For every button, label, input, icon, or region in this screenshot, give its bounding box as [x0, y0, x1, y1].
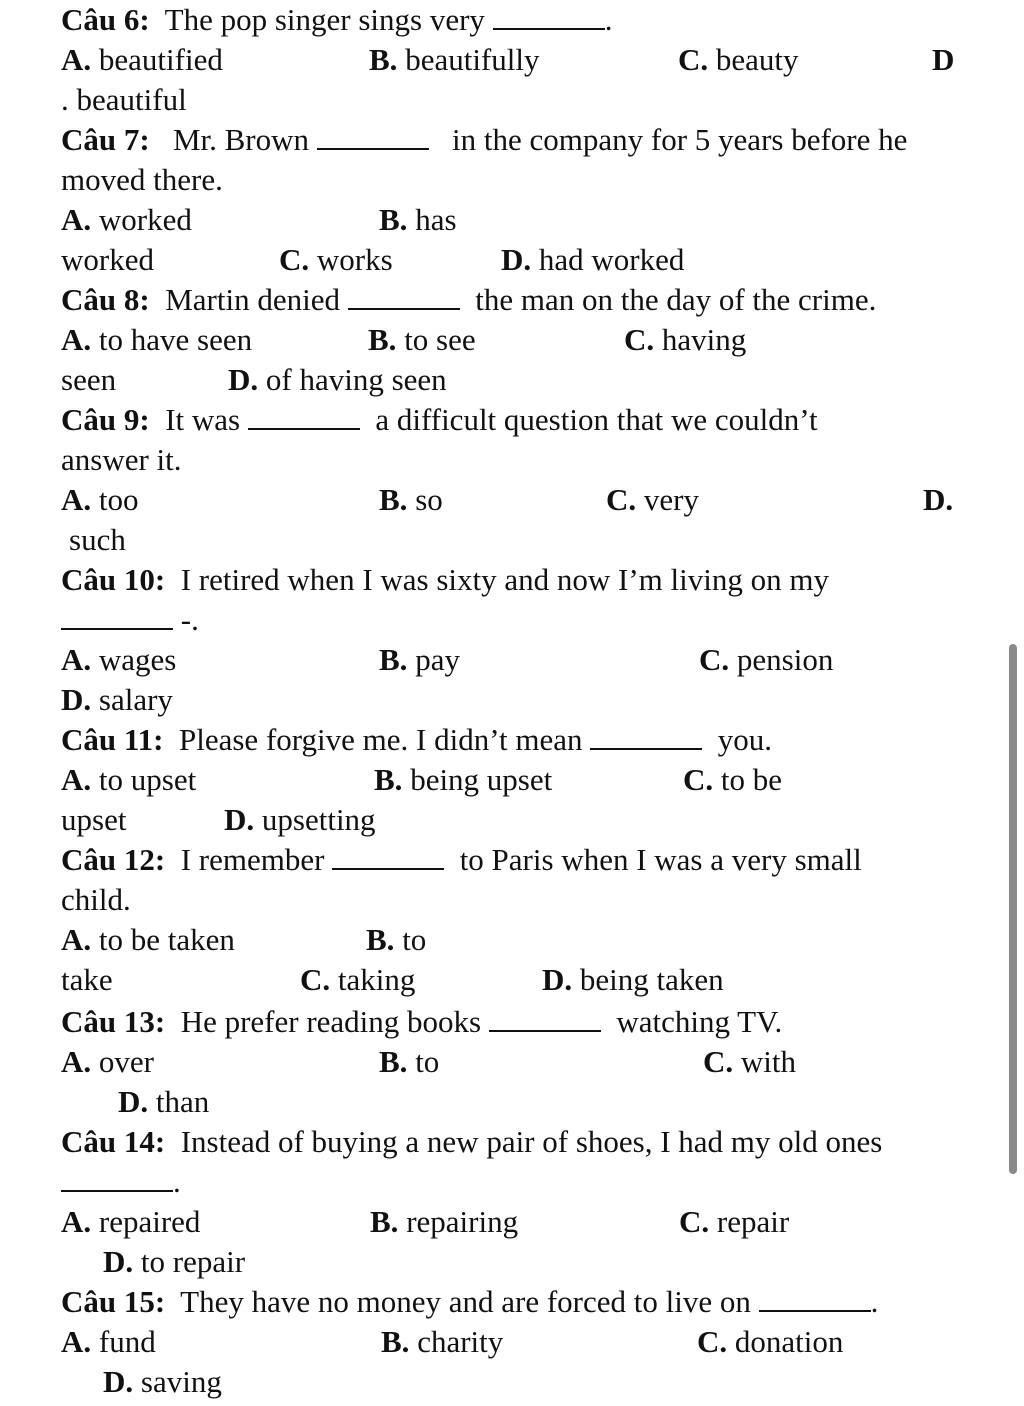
q13-stem-line — [61, 1002, 782, 1042]
q12-options-line-2 — [61, 960, 961, 1000]
q9-option-d-key: D. — [923, 482, 954, 517]
q9-blank — [248, 402, 360, 430]
q7-stem: Mr. Brown — [172, 122, 310, 157]
q9-after: a difficult question that we couldn’t — [375, 402, 818, 437]
q9-option-a: A. too — [61, 482, 139, 517]
q14-blank-line — [61, 1162, 181, 1202]
q12-label: Câu 12: — [61, 842, 166, 877]
q11-stem: Please forgive me. I didn’t mean — [179, 722, 583, 757]
q11-options-line-2 — [61, 800, 961, 840]
q13-after: watching TV. — [616, 1004, 783, 1039]
q11-option-c: C. to be — [683, 762, 783, 797]
q9-stem: It was — [165, 402, 241, 437]
q15-blank — [759, 1284, 871, 1312]
q11-option-c-cont: upset — [61, 802, 127, 837]
q12-option-b: B. to — [366, 922, 427, 957]
q6-option-d-key: D — [932, 42, 955, 77]
q8-option-a: A. to have seen — [61, 322, 253, 357]
q13-options-line — [61, 1042, 961, 1082]
q13-label: Câu 13: — [61, 1004, 166, 1039]
q7-options-line-2 — [61, 240, 961, 280]
q12-stem-cont: child. — [61, 882, 131, 917]
q7-option-c: C. works — [279, 242, 393, 277]
q7-label: Câu 7: — [61, 122, 150, 157]
q12-blank — [332, 842, 444, 870]
q12-stem: I remember — [180, 842, 325, 877]
q7-option-b-cont: worked — [61, 242, 154, 277]
q9-options-line — [61, 480, 961, 520]
q7-after: in the company for 5 years before he — [452, 122, 908, 157]
scrollbar[interactable] — [1009, 644, 1017, 1174]
q12-option-c: C. taking — [300, 962, 416, 997]
q6-option-b: B. beautifully — [369, 42, 540, 77]
q11-stem-line — [61, 720, 772, 760]
q7-option-b: B. has — [379, 202, 457, 237]
q10-blank — [61, 602, 173, 630]
q8-stem: Martin denied — [165, 282, 340, 317]
q7-options-line-1 — [61, 200, 961, 240]
q10-blank-line — [61, 600, 199, 640]
q11-options-line-1 — [61, 760, 961, 800]
q14-option-d: D. to repair — [103, 1244, 246, 1279]
q13-blank — [489, 1004, 601, 1032]
q9-stem-line — [61, 400, 818, 440]
q8-label: Câu 8: — [61, 282, 150, 317]
q12-after: to Paris when I was a very small — [459, 842, 862, 877]
q6-options-line — [61, 40, 961, 80]
q13-option-d: D. than — [118, 1084, 210, 1119]
q6-option-c: C. beauty — [678, 42, 799, 77]
q14-stem: Instead of buying a new pair of shoes, I had my old ones — [180, 1124, 883, 1159]
q12-option-d: D. being taken — [542, 962, 724, 997]
q8-options-line-1 — [61, 320, 961, 360]
q14-option-b: B. repairing — [370, 1204, 519, 1239]
q11-option-d: D. upsetting — [224, 802, 376, 837]
q9-option-b: B. so — [379, 482, 443, 517]
q10-option-d: D. salary — [61, 682, 173, 717]
q8-stem-line — [61, 280, 876, 320]
q10-option-a: A. wages — [61, 642, 177, 677]
q7-stem-cont: moved there. — [61, 162, 223, 197]
q7-option-a: A. worked — [61, 202, 192, 237]
q7-option-d: D. had worked — [501, 242, 685, 277]
q13-option-b: B. to — [379, 1044, 440, 1079]
q12-options-line-1 — [61, 920, 961, 960]
q6-end: . — [604, 2, 613, 37]
q8-option-c: C. having — [624, 322, 747, 357]
q14-stem-line — [61, 1122, 882, 1162]
q11-option-b: B. being upset — [374, 762, 553, 797]
q10-stem: I retired when I was sixty and now I’m living on my — [180, 562, 829, 597]
q13-stem: He prefer reading books — [180, 1004, 482, 1039]
q15-options-line — [61, 1322, 961, 1362]
q15-label: Câu 15: — [61, 1284, 166, 1319]
q15-stem: They have no money and are forced to live on — [180, 1284, 751, 1319]
q14-label: Câu 14: — [61, 1124, 166, 1159]
q15-option-c: C. donation — [697, 1324, 844, 1359]
q14-options-line — [61, 1202, 961, 1242]
q7-blank — [317, 122, 429, 150]
q8-option-d: D. of having seen — [228, 362, 447, 397]
q11-label: Câu 11: — [61, 722, 164, 757]
q13-option-a: A. over — [61, 1044, 154, 1079]
q14-blank — [61, 1164, 173, 1192]
q15-end: . — [870, 1284, 879, 1319]
q10-label: Câu 10: — [61, 562, 166, 597]
q8-option-b: B. to see — [368, 322, 476, 357]
q15-option-a: A. fund — [61, 1324, 156, 1359]
q10-option-c: C. pension — [699, 642, 834, 677]
q11-option-a: A. to upset — [61, 762, 197, 797]
q12-option-b-cont: take — [61, 962, 113, 997]
q15-stem-line — [61, 1282, 878, 1322]
q6-label: Câu 6: — [61, 2, 150, 37]
q15-option-b: B. charity — [381, 1324, 504, 1359]
q12-stem-line — [61, 840, 862, 880]
q11-blank — [590, 722, 702, 750]
q8-blank — [348, 282, 460, 310]
q8-options-line-2 — [61, 360, 961, 400]
q14-option-c: C. repair — [679, 1204, 790, 1239]
q9-label: Câu 9: — [61, 402, 150, 437]
q6-stem: The pop singer sings very — [164, 2, 485, 37]
q7-stem-line — [61, 120, 907, 160]
q6-blank — [493, 2, 605, 30]
q6-stem-line — [61, 0, 612, 40]
q10-options-line — [61, 640, 961, 680]
q8-option-c-cont: seen — [61, 362, 117, 397]
q12-option-a: A. to be taken — [61, 922, 235, 957]
q10-stem-line — [61, 560, 829, 600]
q9-option-d: such — [69, 522, 126, 557]
q9-stem-cont: answer it. — [61, 442, 182, 477]
q10-option-b: B. pay — [379, 642, 460, 677]
q6-option-a: A. beautified — [61, 42, 223, 77]
q10-end: -. — [180, 602, 199, 637]
q9-option-c: C. very — [606, 482, 699, 517]
q14-end: . — [173, 1164, 181, 1199]
q11-after: you. — [717, 722, 772, 757]
q15-option-d: D. saving — [103, 1364, 222, 1399]
q8-after: the man on the day of the crime. — [475, 282, 877, 317]
q14-option-a: A. repaired — [61, 1204, 201, 1239]
q6-option-d: . beautiful — [61, 82, 187, 117]
q13-option-c: C. with — [703, 1044, 797, 1079]
